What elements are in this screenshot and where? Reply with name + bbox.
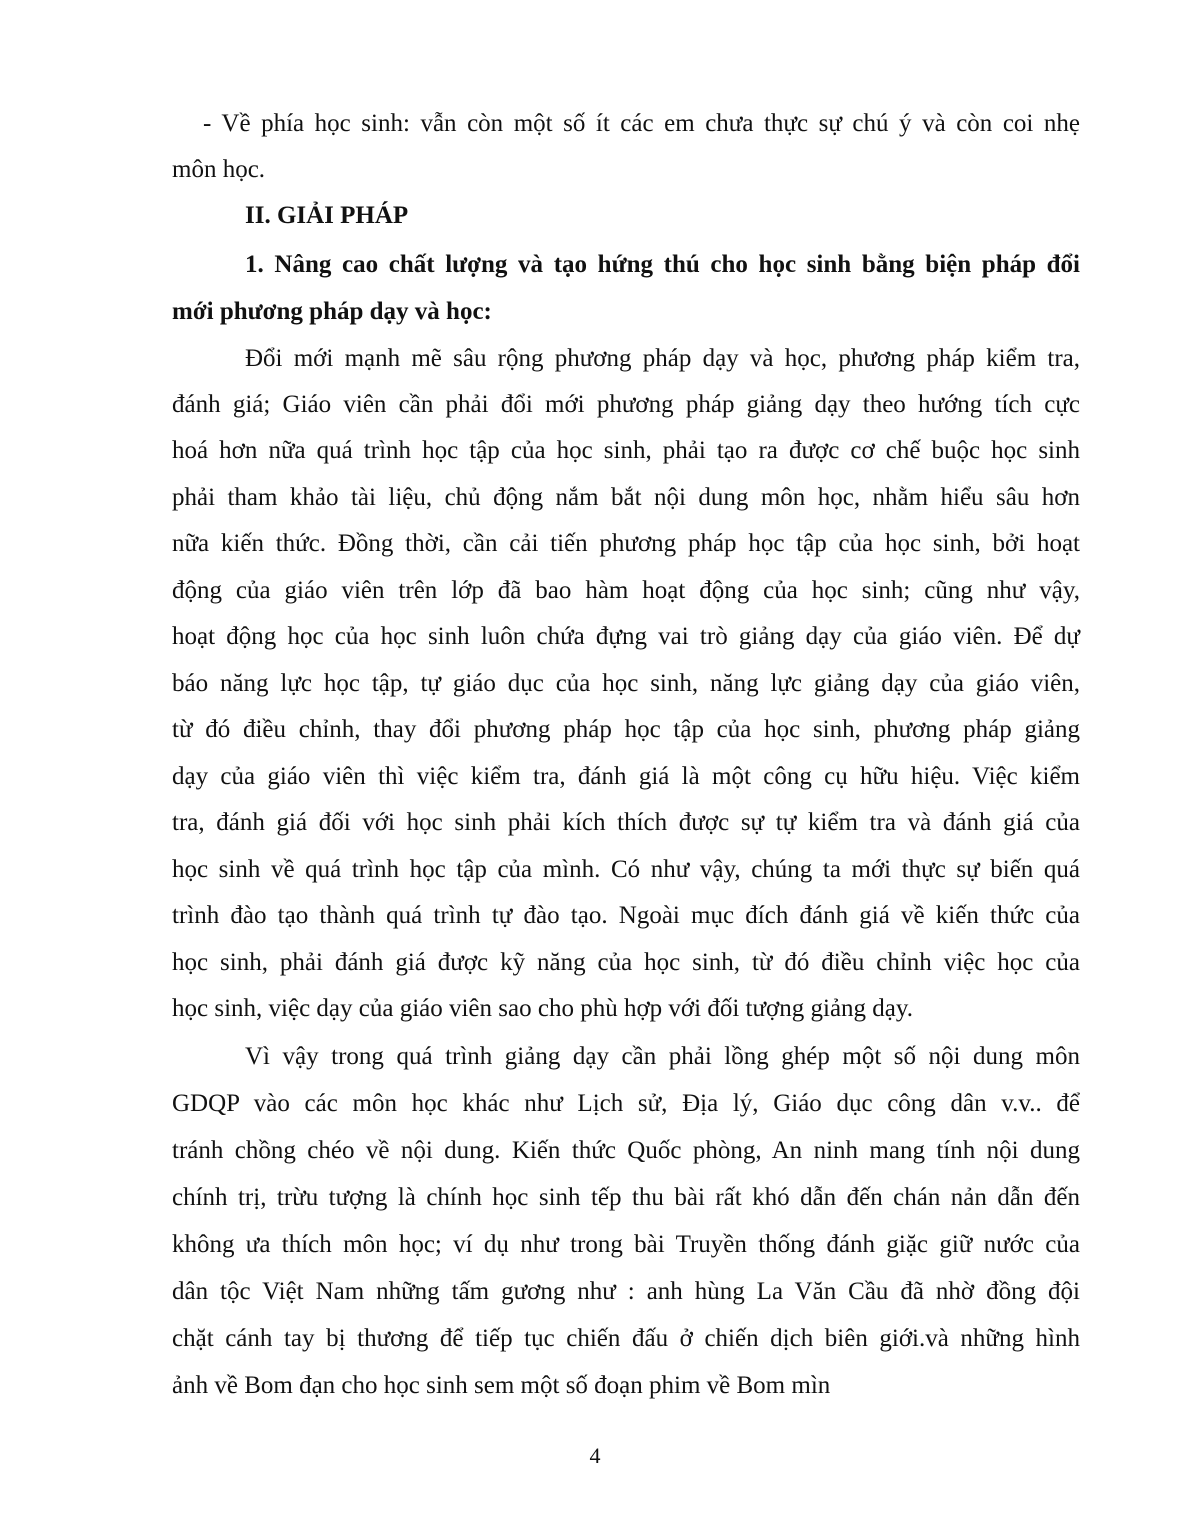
paragraph-line: GDQP vào các môn học khác như Lịch sử, Địa lý, Giáo dục công dân v.v.. để	[172, 1090, 1080, 1117]
intro-line-1: - Về phía học sinh: vẫn còn một số ít các em chưa thực sự chú ý và còn coi nhẹ	[203, 110, 1080, 137]
page-number: 4	[589, 1443, 601, 1468]
paragraph-line: chặt cánh tay bị thương để tiếp tục chiến đấu ở chiến dịch biên giới.và những hình	[172, 1325, 1080, 1352]
paragraph-line: báo năng lực học tập, tự giáo dục của học sinh, năng lực giảng dạy của giáo viên,	[172, 670, 1080, 697]
section-heading: II. GIẢI PHÁP	[245, 202, 409, 229]
paragraph-line: phải tham khảo tài liệu, chủ động nắm bắt nội dung môn học, nhằm hiểu sâu hơn	[172, 484, 1080, 511]
subheading-line-1: 1. Nâng cao chất lượng và tạo hứng thú cho học sinh bằng biện pháp đổi	[245, 251, 1080, 278]
paragraph-line: nữa kiến thức. Đồng thời, cần cải tiến phương pháp học tập của học sinh, bởi hoạt	[172, 530, 1080, 557]
paragraph-line: chính trị, trừu tượng là chính học sinh tếp thu bài rất khó dẫn đến chán nản dẫn đến	[172, 1184, 1080, 1211]
paragraph-line: trình đào tạo thành quá trình tự đào tạo. Ngoài mục đích đánh giá về kiến thức của	[172, 902, 1080, 929]
paragraph-line: học sinh về quá trình học tập của mình. Có như vậy, chúng ta mới thực sự biến quá	[172, 856, 1080, 883]
paragraph-line: không ưa thích môn học; ví dụ như trong bài Truyền thống đánh giặc giữ nước của	[172, 1231, 1080, 1258]
subheading-line-2: mới phương pháp dạy và học:	[172, 298, 492, 325]
paragraph-line: Vì vậy trong quá trình giảng dạy cần phải lồng ghép một số nội dung môn	[245, 1043, 1080, 1070]
paragraph-line: dạy của giáo viên thì việc kiểm tra, đánh giá là một công cụ hữu hiệu. Việc kiểm	[172, 763, 1080, 790]
paragraph-line: hoá hơn nữa quá trình học tập của học sinh, phải tạo ra được cơ chế buộc học sinh	[172, 437, 1080, 464]
paragraph-line: hoạt động học của học sinh luôn chứa đựng vai trò giảng dạy của giáo viên. Để dự	[172, 623, 1080, 650]
paragraph-line: tránh chồng chéo về nội dung. Kiến thức Quốc phòng, An ninh mang tính nội dung	[172, 1137, 1080, 1164]
paragraph-line: học sinh, phải đánh giá được kỹ năng của học sinh, từ đó điều chỉnh việc học của	[172, 949, 1080, 976]
intro-line-2: môn học.	[172, 156, 266, 183]
paragraph-line: đánh giá; Giáo viên cần phải đổi mới phương pháp giảng dạy theo hướng tích cực	[172, 391, 1080, 418]
paragraph-line: dân tộc Việt Nam những tấm gương như : anh hùng La Văn Cầu đã nhờ đồng đội	[172, 1278, 1080, 1305]
paragraph-line: Đổi mới mạnh mẽ sâu rộng phương pháp dạy và học, phương pháp kiểm tra,	[245, 345, 1080, 372]
paragraph-line: từ đó điều chỉnh, thay đổi phương pháp học tập của học sinh, phương pháp giảng	[172, 716, 1080, 743]
paragraph-line: tra, đánh giá đối với học sinh phải kích thích được sự tự kiểm tra và đánh giá của	[172, 809, 1080, 836]
paragraph-line: ảnh về Bom đạn cho học sinh sem một số đoạn phim về Bom mìn	[172, 1372, 831, 1399]
paragraph-line: học sinh, việc dạy của giáo viên sao cho phù hợp với đối tượng giảng dạy.	[172, 995, 914, 1022]
paragraph-line: động của giáo viên trên lớp đã bao hàm hoạt động của học sinh; cũng như vậy,	[172, 577, 1080, 604]
